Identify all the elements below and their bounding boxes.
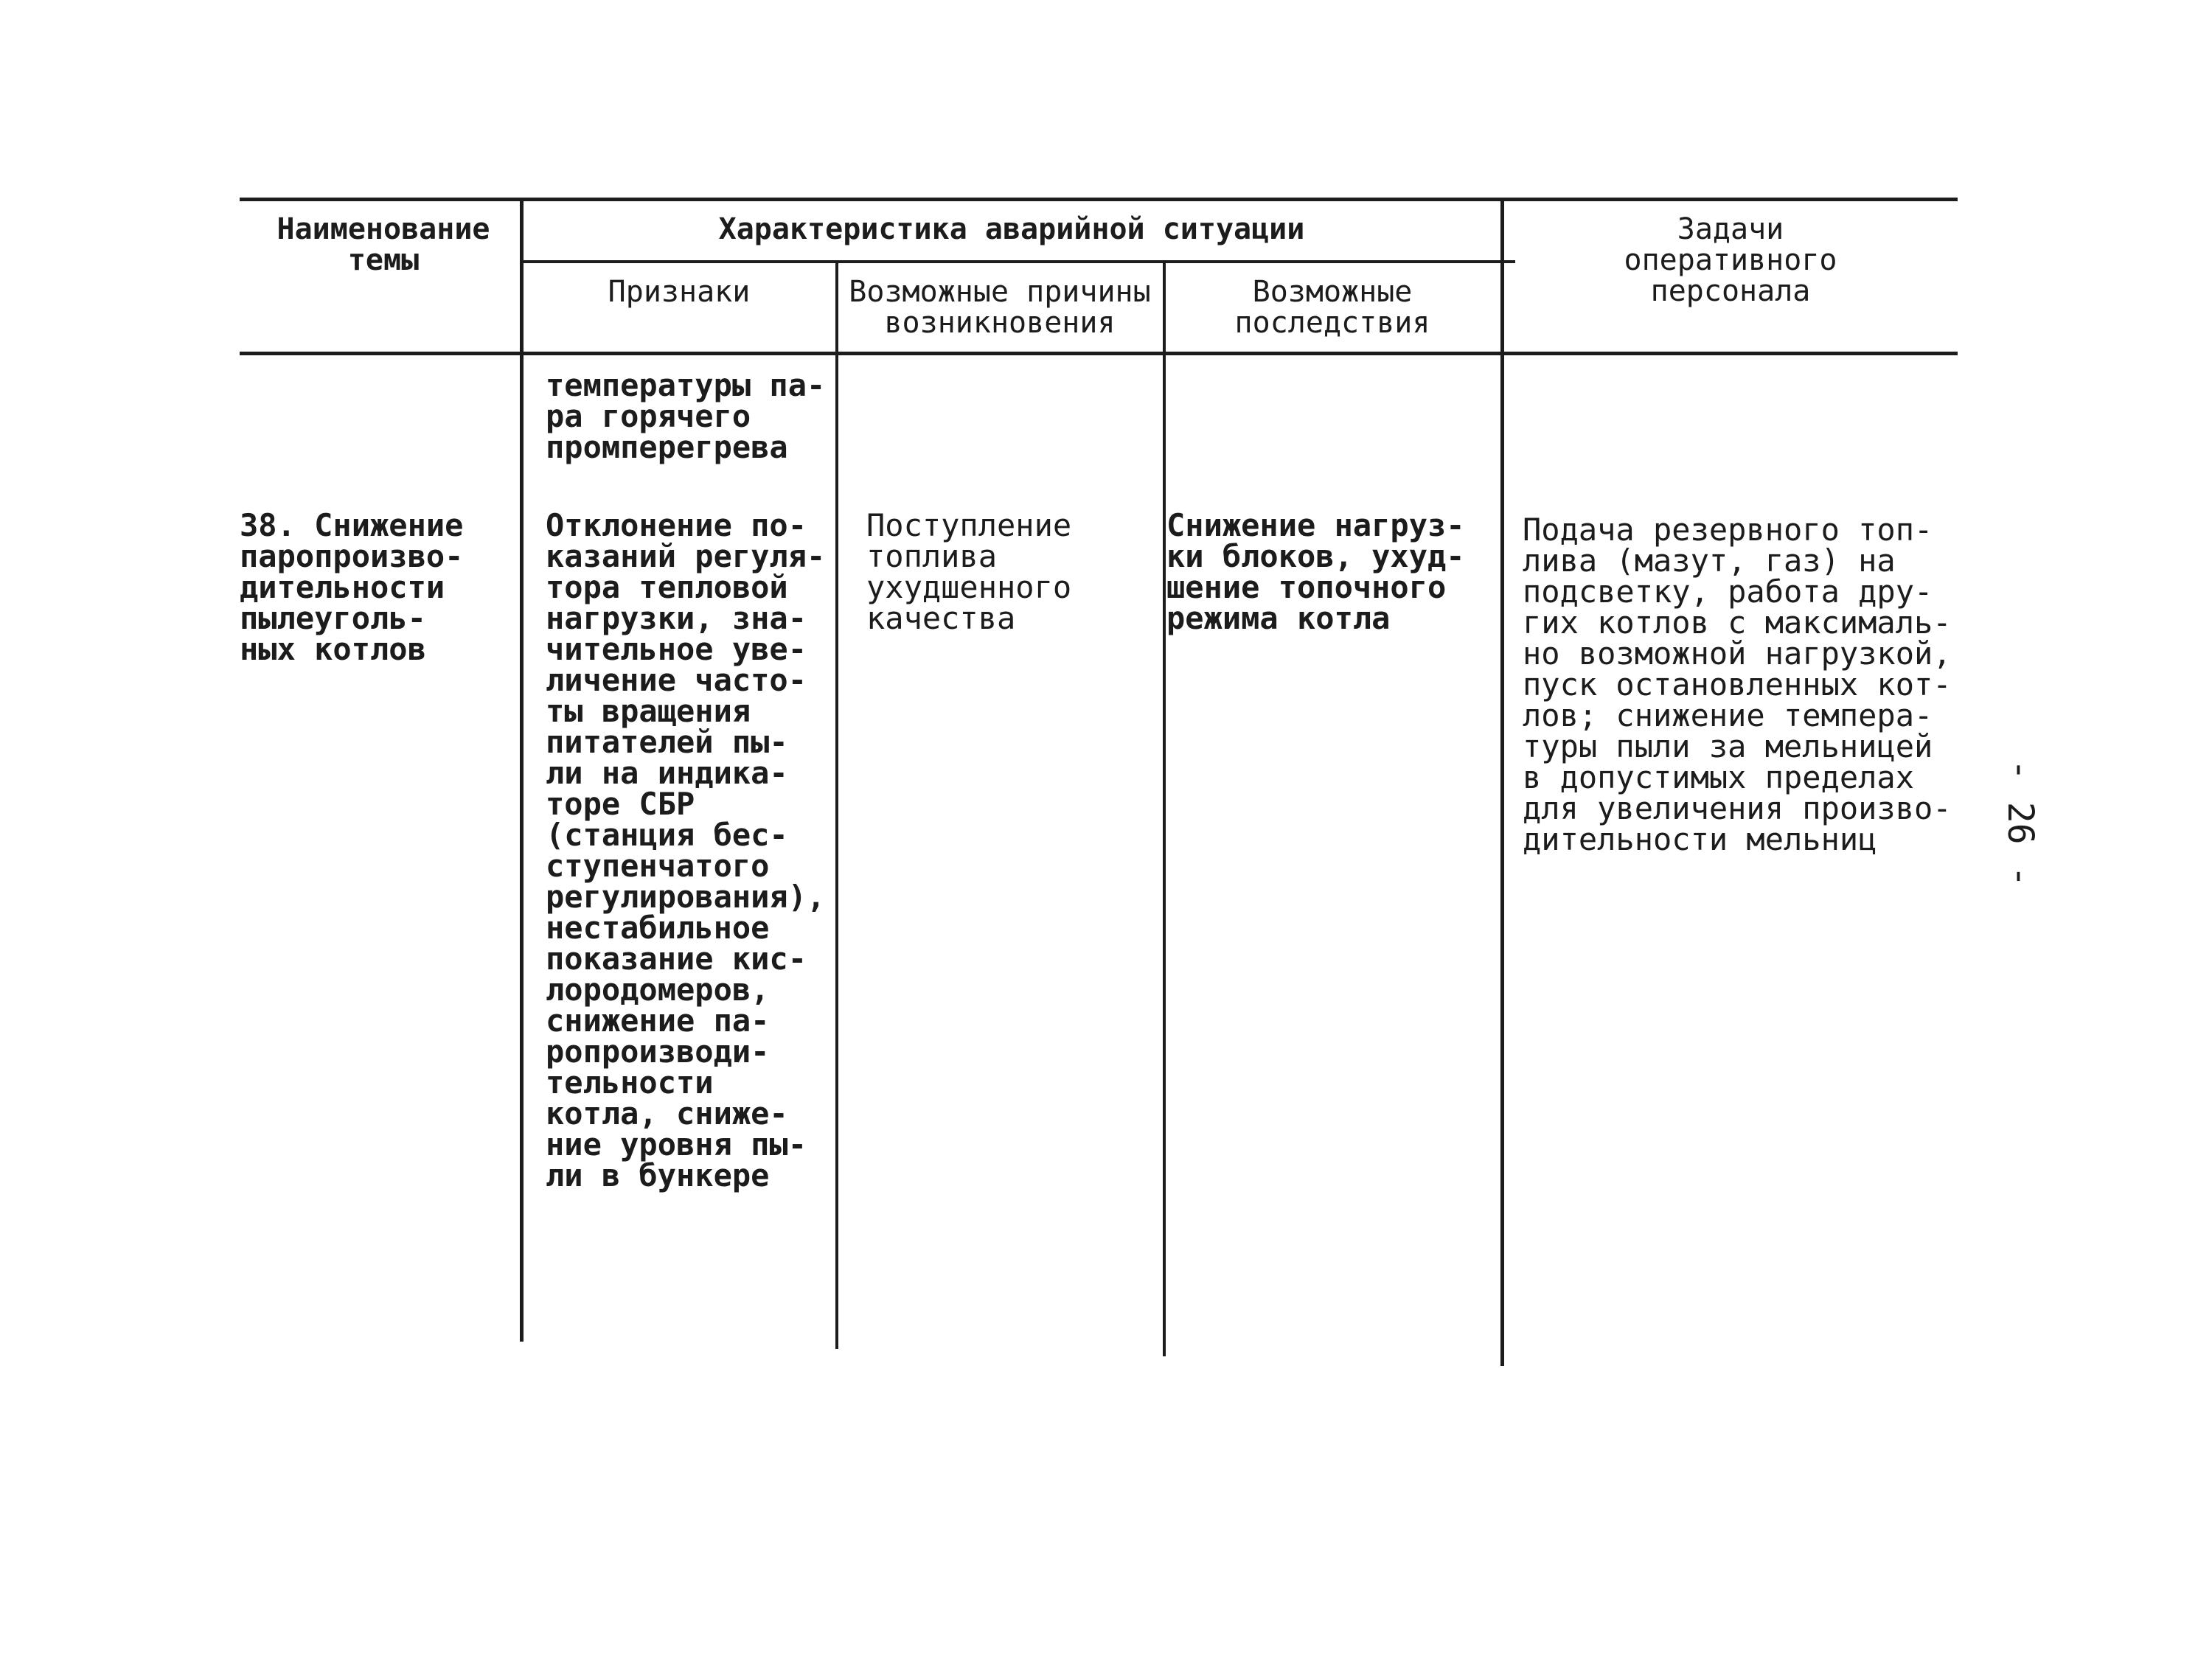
header-emergency-characteristics: Характеристика аварийной ситуации [718, 212, 1305, 246]
header-signs: Признаки [608, 275, 751, 309]
signs-continuation-text: температуры па- ра горячего промперегрева [546, 367, 826, 465]
row-signs: Отклонение по- казаний регуля- тора тепловой нагрузки, зна- чительное уве- личение часто- ты вращения питателей пы- ли на индика- торе СБР (станция бес- ступенчатого регулирования), нестабильное показание кис- лородомеров, снижение па- ропроизводи- тельности котла, сниже- ние уровня пы- ли в бункере [546, 507, 826, 1193]
header-topic-name: Наименование темы [276, 212, 490, 277]
header-possible-causes: Возможные причины возникновения [849, 275, 1151, 340]
header-bottom-rule [240, 352, 1958, 355]
column-divider-1 [520, 199, 524, 1342]
row-possible-consequences: Снижение нагруз- ки блоков, ухуд- шение топочного режима котла [1166, 507, 1465, 636]
row-staff-tasks: Подача резервного топ- лива (мазут, газ) на подсветку, работа дру- гих котлов с максималь- но возможной нагрузкой, пуск остановленных кот- лов; снижение темпера- туры пыли за мельницей в допустимых пределах для увеличения произво- дительности мельниц [1523, 512, 1952, 857]
table-top-rule [240, 198, 1958, 201]
column-divider-4 [1500, 198, 1504, 1366]
header-staff-tasks: Задачи оперативного персонала [1624, 212, 1837, 308]
column-divider-3 [1163, 262, 1166, 1356]
page-number: - 26 - [2000, 759, 2041, 888]
row-topic-38: 38. Снижение паропроизво- дительности пылеуголь- ных котлов [240, 507, 464, 667]
header-possible-consequences: Возможные последствия [1234, 275, 1430, 340]
row-possible-causes: Поступление топлива ухудшенного качества [866, 507, 1072, 636]
group-header-rule [520, 260, 1515, 263]
